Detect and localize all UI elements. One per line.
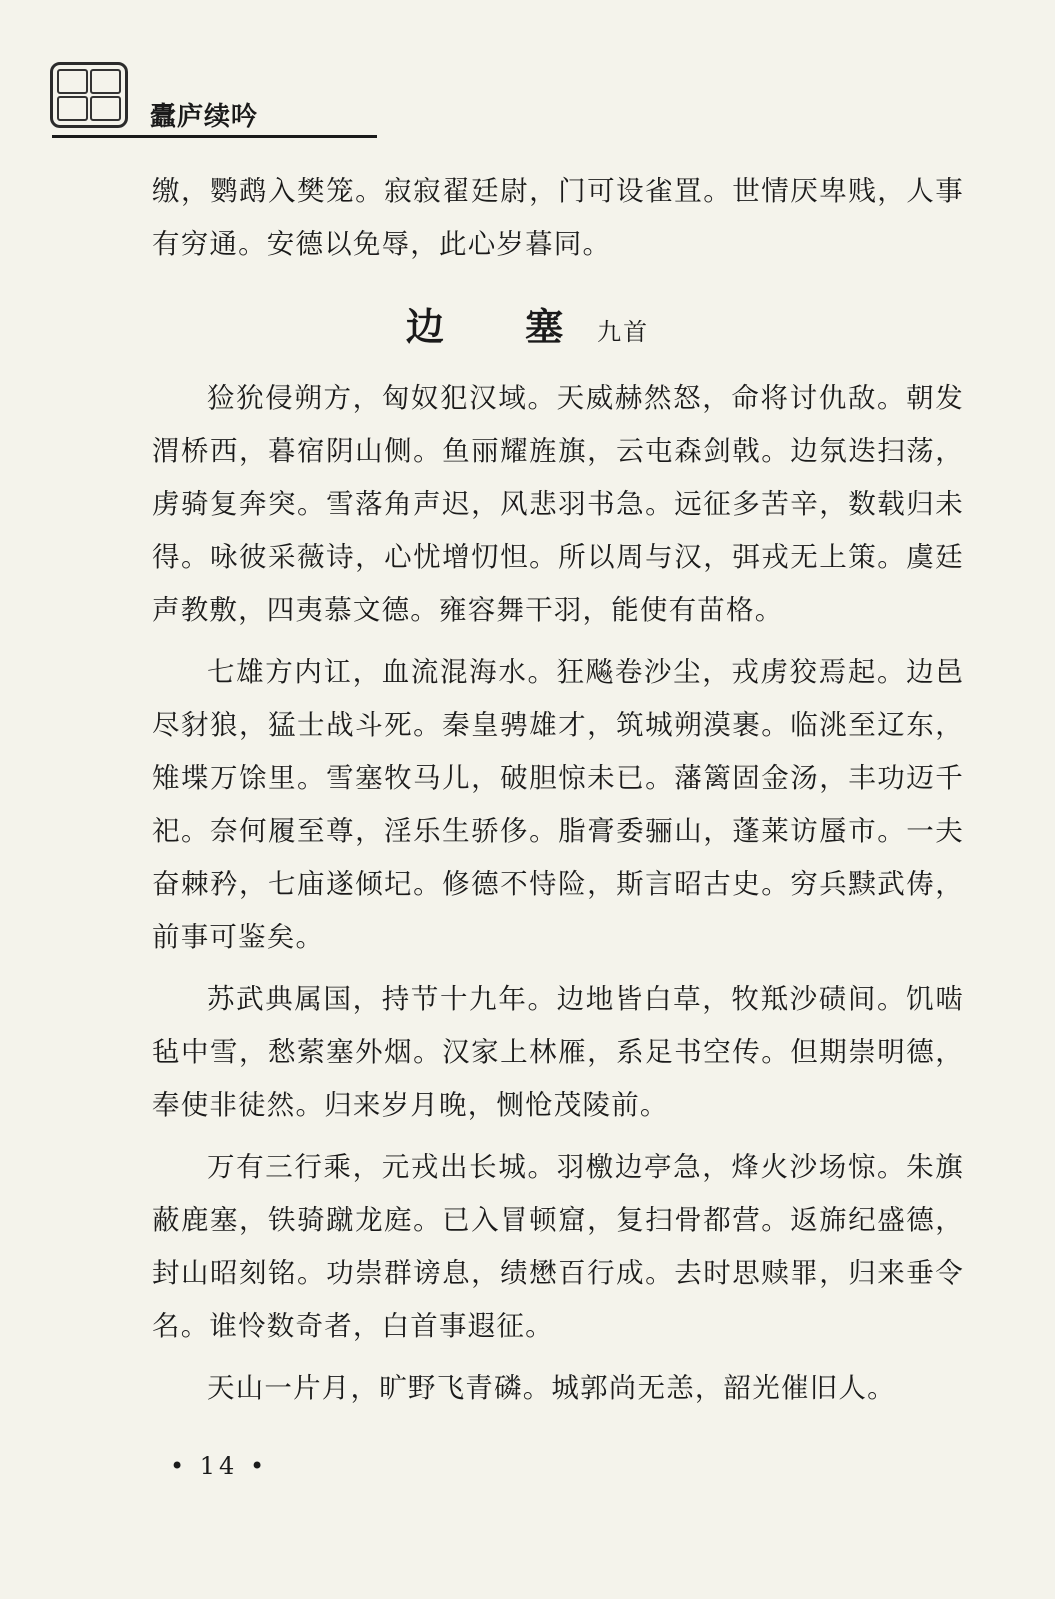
stanza: 万有三行乘，元戎出长城。羽檄边亭急，烽火沙场惊。朱旗蔽鹿塞，铁骑蹴龙庭。已入冒顿窟，复扫骨都营。返旆纪盛德，封山昭刻铭。功崇群谤息，绩懋百行成。去时思赎罪，归来垂令名。谁怜数奇者，白首事遐征。 [152,1151,964,1342]
seal-logo [50,62,128,128]
poem-heading [0,296,1055,351]
running-head-title: 蠹庐续吟 [150,102,259,132]
poem-body [152,372,964,1424]
running-head-rule [52,135,377,138]
page-number: • 14 • [170,1452,269,1480]
stanza: 七雄方内讧，血流混海水。狂飚卷沙尘，戎虏狡焉起。边邑尽豺狼，猛士战斗死。秦皇骋雄才，筑城朔漠裹。临洮至辽东，雉堞万馀里。雪塞牧马儿，破胆惊未已。藩篱固金汤，丰功迈千祀。奈何履至尊，淫乐生骄侈。脂膏委骊山，蓬莱访蜃市。一夫奋棘矜，七庙遂倾圮。修德不恃险，斯言昭古史。穷兵黩武俦，前事可鉴矣。 [152,656,964,953]
stanza: 猃狁侵朔方，匈奴犯汉域。天威赫然怒，命将讨仇敌。朝发渭桥西，暮宿阴山侧。鱼丽耀旌旗，云屯森剑戟。边氛迭扫荡，虏骑复奔突。雪落角声迟，风悲羽书急。远征多苦辛，数载归未得。咏彼采薇诗，心忧增忉怛。所以周与汉，弭戎无上策。虞廷声教敷，四夷慕文德。雍容舞干羽，能使有苗格。 [152,382,964,626]
seal-glyph [90,96,121,121]
stanza: 天山一片月，旷野飞青磷。城郭尚无恙，韶光催旧人。 [207,1372,896,1404]
seal-glyph [57,96,88,121]
continuation-paragraph: 缴，鹦鹉入樊笼。寂寂翟廷尉，门可设雀罝。世情厌卑贱，人事有穷通。安德以免辱，此心岁暮同。 [152,175,964,260]
continuation-text-block [152,165,964,271]
seal-glyph [57,69,88,94]
stanza: 苏武典属国，持节十九年。边地皆白草，牧羝沙碛间。饥啮毡中雪，愁萦塞外烟。汉家上林雁，系足书空传。但期崇明德，奉使非徒然。归来岁月晚，恻怆茂陵前。 [152,983,964,1121]
poem-subtitle: 九首 [597,318,650,346]
seal-glyph [90,69,121,94]
poem-title: 边 塞 [405,304,598,349]
